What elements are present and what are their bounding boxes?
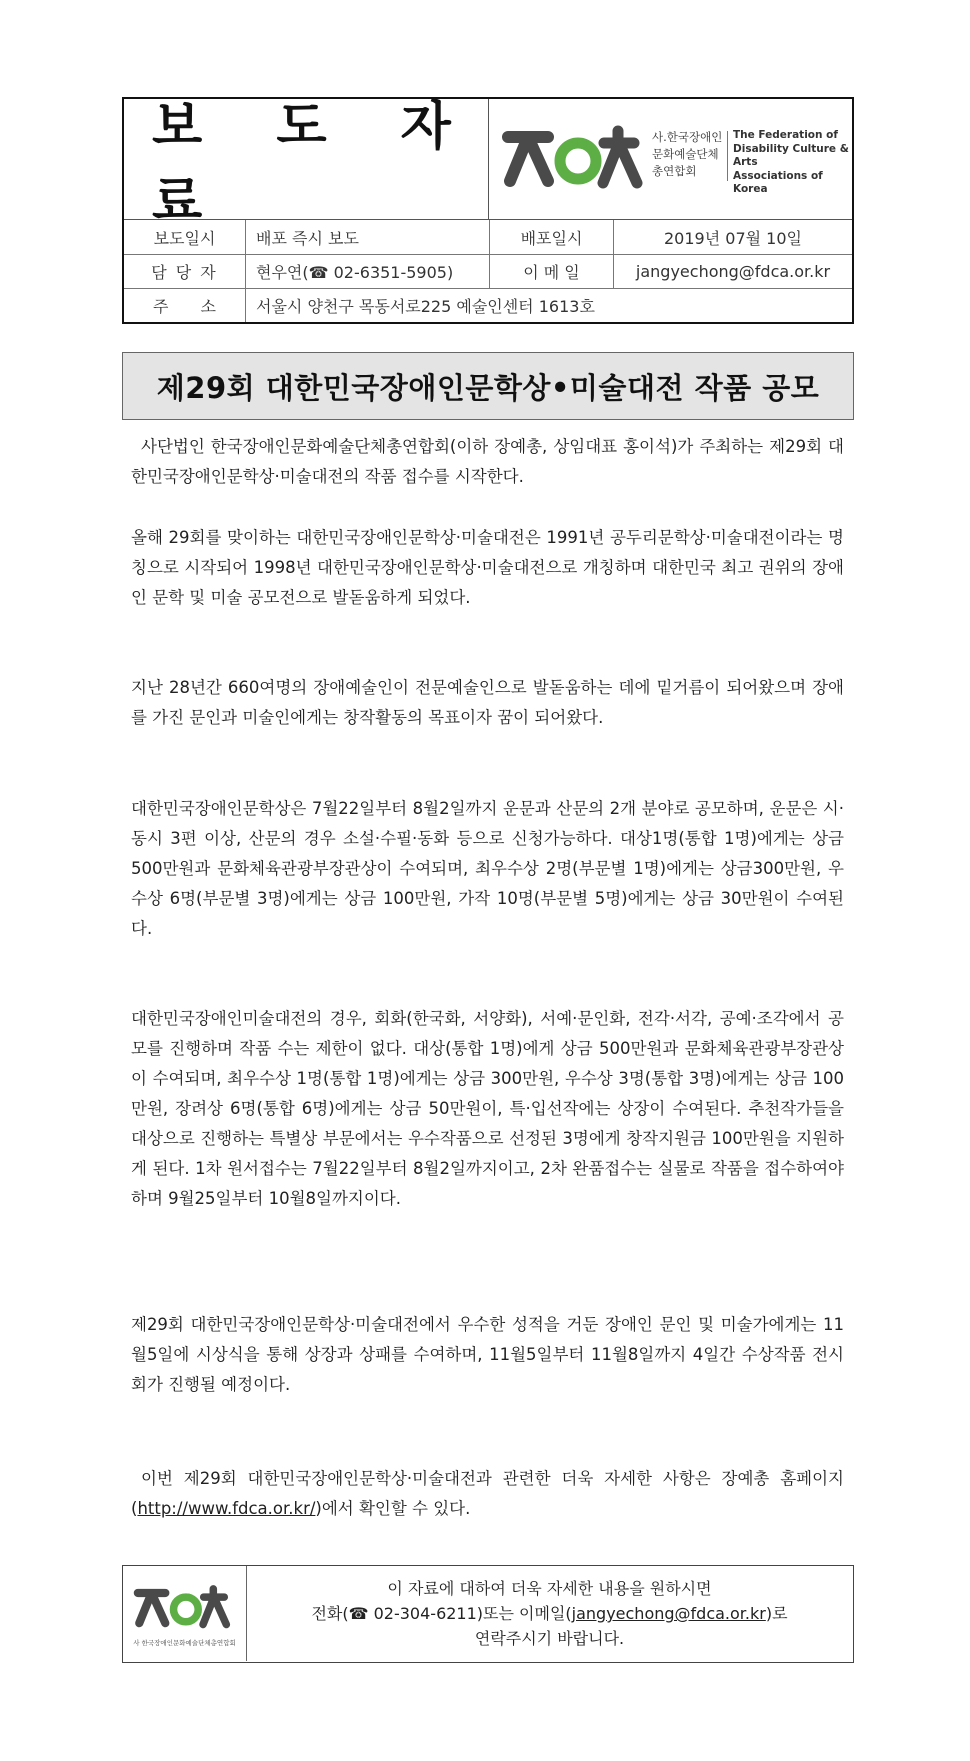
- label-email: 이 메 일: [490, 254, 614, 288]
- label-address: 주 소: [124, 288, 246, 322]
- info-row-release-date: [124, 220, 852, 255]
- value-email[interactable]: jangyechong@fdca.or.kr: [635, 261, 831, 281]
- footer-contact-text: [247, 1566, 852, 1661]
- article-title: 제29회 대한민국장애인문학상•미술대전 작품 공모: [122, 352, 854, 420]
- paragraph-literature-award: 대한민국장애인문학상은 7월22일부터 8월2일까지 운문과 산문의 2개 분야로 공모하며, 운문은 시·동시 3편 이상, 산문의 경우 소설·수필·동화 등으로 신청가능하다. 대상1명(통합 1명)에게는 상금 500만원과 문화체육관광부장관상이 수여되며, 최우수상 2명(부문별 1명)에게는 상금300만원, 우수상 6명(부문별 3명)에게는 상금 100만원, 가작 10명(부문별 5명)에게는 상금 30만원이 수여된다.: [131, 799, 844, 938]
- press-release-header: [122, 97, 854, 324]
- org-name-english: The Federation of Disability Culture & Arts Associations of Korea: [733, 129, 849, 195]
- paragraph-history: 올해 29회를 맞이하는 대한민국장애인문학상·미술대전은 1991년 공두리문학상·미술대전이라는 명칭으로 시작되어 1998년 대한민국장애인문학상·미술대전으로 개칭하며 대한민국 최고 권위의 장애인 문학 및 미술 공모전으로 발돋움하게 되었다.: [131, 528, 844, 607]
- paragraph-art-exhibition: 대한민국장애인미술대전의 경우, 회화(한국화, 서양화), 서예·문인화, 전각·서각, 공예·조각에서 공모를 진행하며 작품 수는 제한이 없다. 대상(통합 1명)에게 상금 500만원과 문화체육관광부장관상이 수여되며, 최우수상 1명(통합 1명)에게는 상금 300만원, 우수상 3명(통합 3명)에게는 상금 100만원, 장려상 6명(통합 6명)에게는 상금 50만원이, 특·입선작에는 상장이 수여된다. 추천작가들을 대상으로 진행하는 특별상 부문에서는 우수작품으로 선정된 3명에게 창작지원금 100만원을 지원하게 된다. 1차 원서접수는 7월22일부터 8월2일까지이고, 2차 완품접수는 실물로 작품을 접수하여야 하며 9월25일부터 10월8일까지이다.: [131, 1009, 844, 1208]
- footer-line-1: 이 자료에 대하여 더욱 자세한 내용을 원하시면: [387, 1579, 712, 1598]
- footer-org-name: 사 한국장애인문화예술단체총연합회: [133, 1639, 236, 1647]
- organization-logo: [490, 99, 852, 219]
- footer-email-link[interactable]: jangyechong@fdca.or.kr: [571, 1604, 766, 1623]
- org-name-korean: 사.한국장애인 문화예술단체 총연합회: [652, 130, 723, 178]
- value-distribution-date: 2019년 07월 10일: [664, 228, 802, 248]
- logo-mark-icon: [502, 121, 650, 191]
- footer-line-3: 연락주시기 바랍니다.: [474, 1629, 625, 1648]
- footer-logo-mark-icon: [133, 1582, 236, 1630]
- label-distribution-date: 배포일시: [490, 220, 614, 254]
- paragraph-achievement: 지난 28년간 660여명의 장애예술인이 전문예술인으로 발돋움하는 데에 밑거름이 되어왔으며 장애를 가진 문인과 미술인에게는 창작활동의 목표이자 꿈이 되어왔다.: [131, 678, 844, 727]
- info-row-address: [124, 288, 852, 322]
- info-row-contact: [124, 254, 852, 289]
- logo-divider: [727, 131, 728, 181]
- header-top: [124, 97, 852, 232]
- paragraph-ceremony: 제29회 대한민국장애인문학상·미술대전에서 우수한 성적을 거둔 장애인 문인 및 미술가에게는 11월5일에 시상식을 통해 상장과 상패를 수여하며, 11월5일부터 11월8일까지 4일간 수상작품 전시회가 진행될 예정이다.: [131, 1315, 844, 1394]
- footer-line-2: 전화(☎ 02-304-6211)또는 이메일(jangyechong@fdca.or.kr)로: [311, 1604, 788, 1623]
- press-release-title: 보 도 자 료: [124, 99, 489, 219]
- paragraph-closing: 이번 제29회 대한민국장애인문학상·미술대전과 관련한 더욱 자세한 사항은 장예총 홈페이지(http://www.fdca.or.kr/)에서 확인할 수 있다.: [131, 1469, 844, 1518]
- label-contact-person: 담 당 자: [124, 254, 246, 288]
- footer-logo: [123, 1566, 247, 1661]
- value-contact-person: 현우연(☎ 02-6351-5905): [246, 254, 490, 288]
- homepage-link[interactable]: http://www.fdca.or.kr/: [137, 1499, 316, 1518]
- value-address: 서울시 양천구 목동서로225 예술인센터 1613호: [256, 296, 595, 316]
- paragraph-intro: 사단법인 한국장애인문화예술단체총연합회(이하 장예총, 상임대표 홍이석)가 주최하는 제29회 대한민국장애인문학상·미술대전의 작품 접수를 시작한다.: [131, 437, 844, 486]
- value-release-time: 배포 즉시 보도: [246, 220, 490, 254]
- contact-footer: [122, 1565, 854, 1663]
- label-release-time: 보도일시: [124, 220, 246, 254]
